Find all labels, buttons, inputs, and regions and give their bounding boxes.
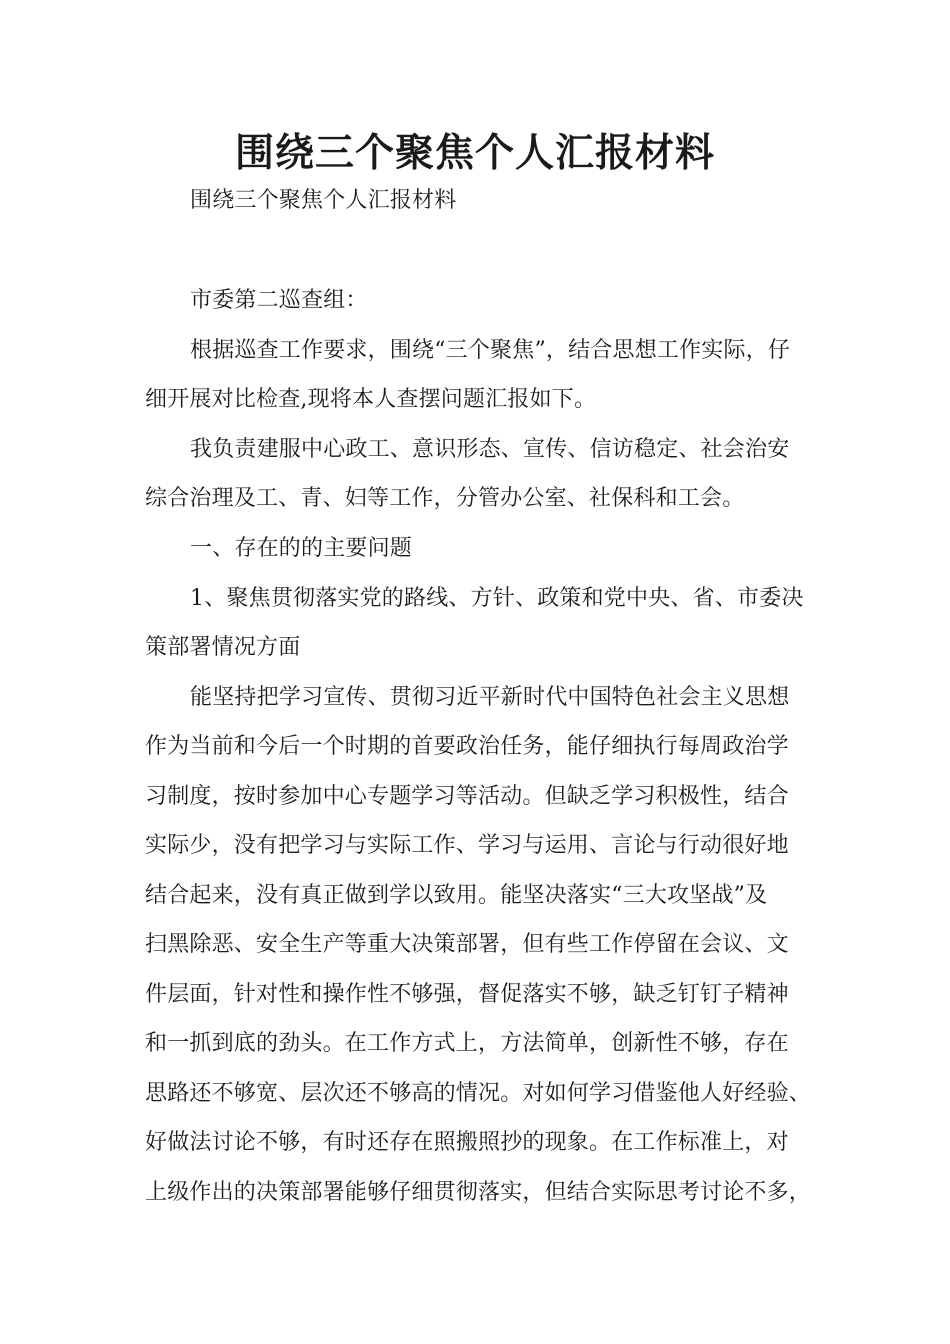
body-line: 结合起来，没有真正做到学以致用。能坚决落实“三大攻坚战”及 <box>145 883 768 908</box>
body-line: 扫黑除恶、安全生产等重大决策部署，但有些工作停留在会议、文 <box>145 932 789 957</box>
body-line: 好做法讨论不够，有时还存在照搬照抄的现象。在工作标准上，对 <box>145 1130 789 1155</box>
document-subtitle: 围绕三个聚焦个人汇报材料 <box>190 188 457 213</box>
body-line: 和一抓到底的劲头。在工作方式上，方法简单，创新性不够，存在 <box>145 1031 789 1056</box>
section-heading: 一、存在的的主要问题 <box>190 536 413 561</box>
body-line: 能坚持把学习宣传、贯彻习近平新时代中国特色社会主义思想 <box>190 685 790 710</box>
salutation-line: 市委第二巡查组： <box>190 288 368 313</box>
subsection-heading: 1、聚焦贯彻落实党的路线、方针、政策和党中央、省、市委决 <box>190 586 804 611</box>
body-line: 上级作出的决策部署能够仔细贯彻落实，但结合实际思考讨论不多， <box>145 1180 812 1205</box>
body-line: 我负责建服中心政工、意识形态、宣传、信访稳定、社会治安 <box>190 437 790 462</box>
body-line: 实际少，没有把学习与实际工作、学习与运用、言论与行动很好地 <box>145 833 789 858</box>
body-line: 根据巡查工作要求，围绕“三个聚焦”，结合思想工作实际，仔 <box>190 338 791 363</box>
document-title: 围绕三个聚焦个人汇报材料 <box>234 131 715 176</box>
body-line: 综合治理及工、青、妇等工作，分管办公室、社保科和工会。 <box>145 486 745 511</box>
body-line: 件层面，针对性和操作性不够强，督促落实不够，缺乏钉钉子精神 <box>145 982 789 1007</box>
body-line: 习制度，按时参加中心专题学习等活动。但缺乏学习积极性，结合 <box>145 784 789 809</box>
body-line: 细开展对比检查,现将本人查摆问题汇报如下。 <box>145 387 597 412</box>
body-line: 思路还不够宽、层次还不够高的情况。对如何学习借鉴他人好经验、 <box>145 1081 812 1106</box>
subsection-heading: 策部署情况方面 <box>145 635 301 660</box>
body-line: 作为当前和今后一个时期的首要政治任务，能仔细执行每周政治学 <box>145 734 789 759</box>
